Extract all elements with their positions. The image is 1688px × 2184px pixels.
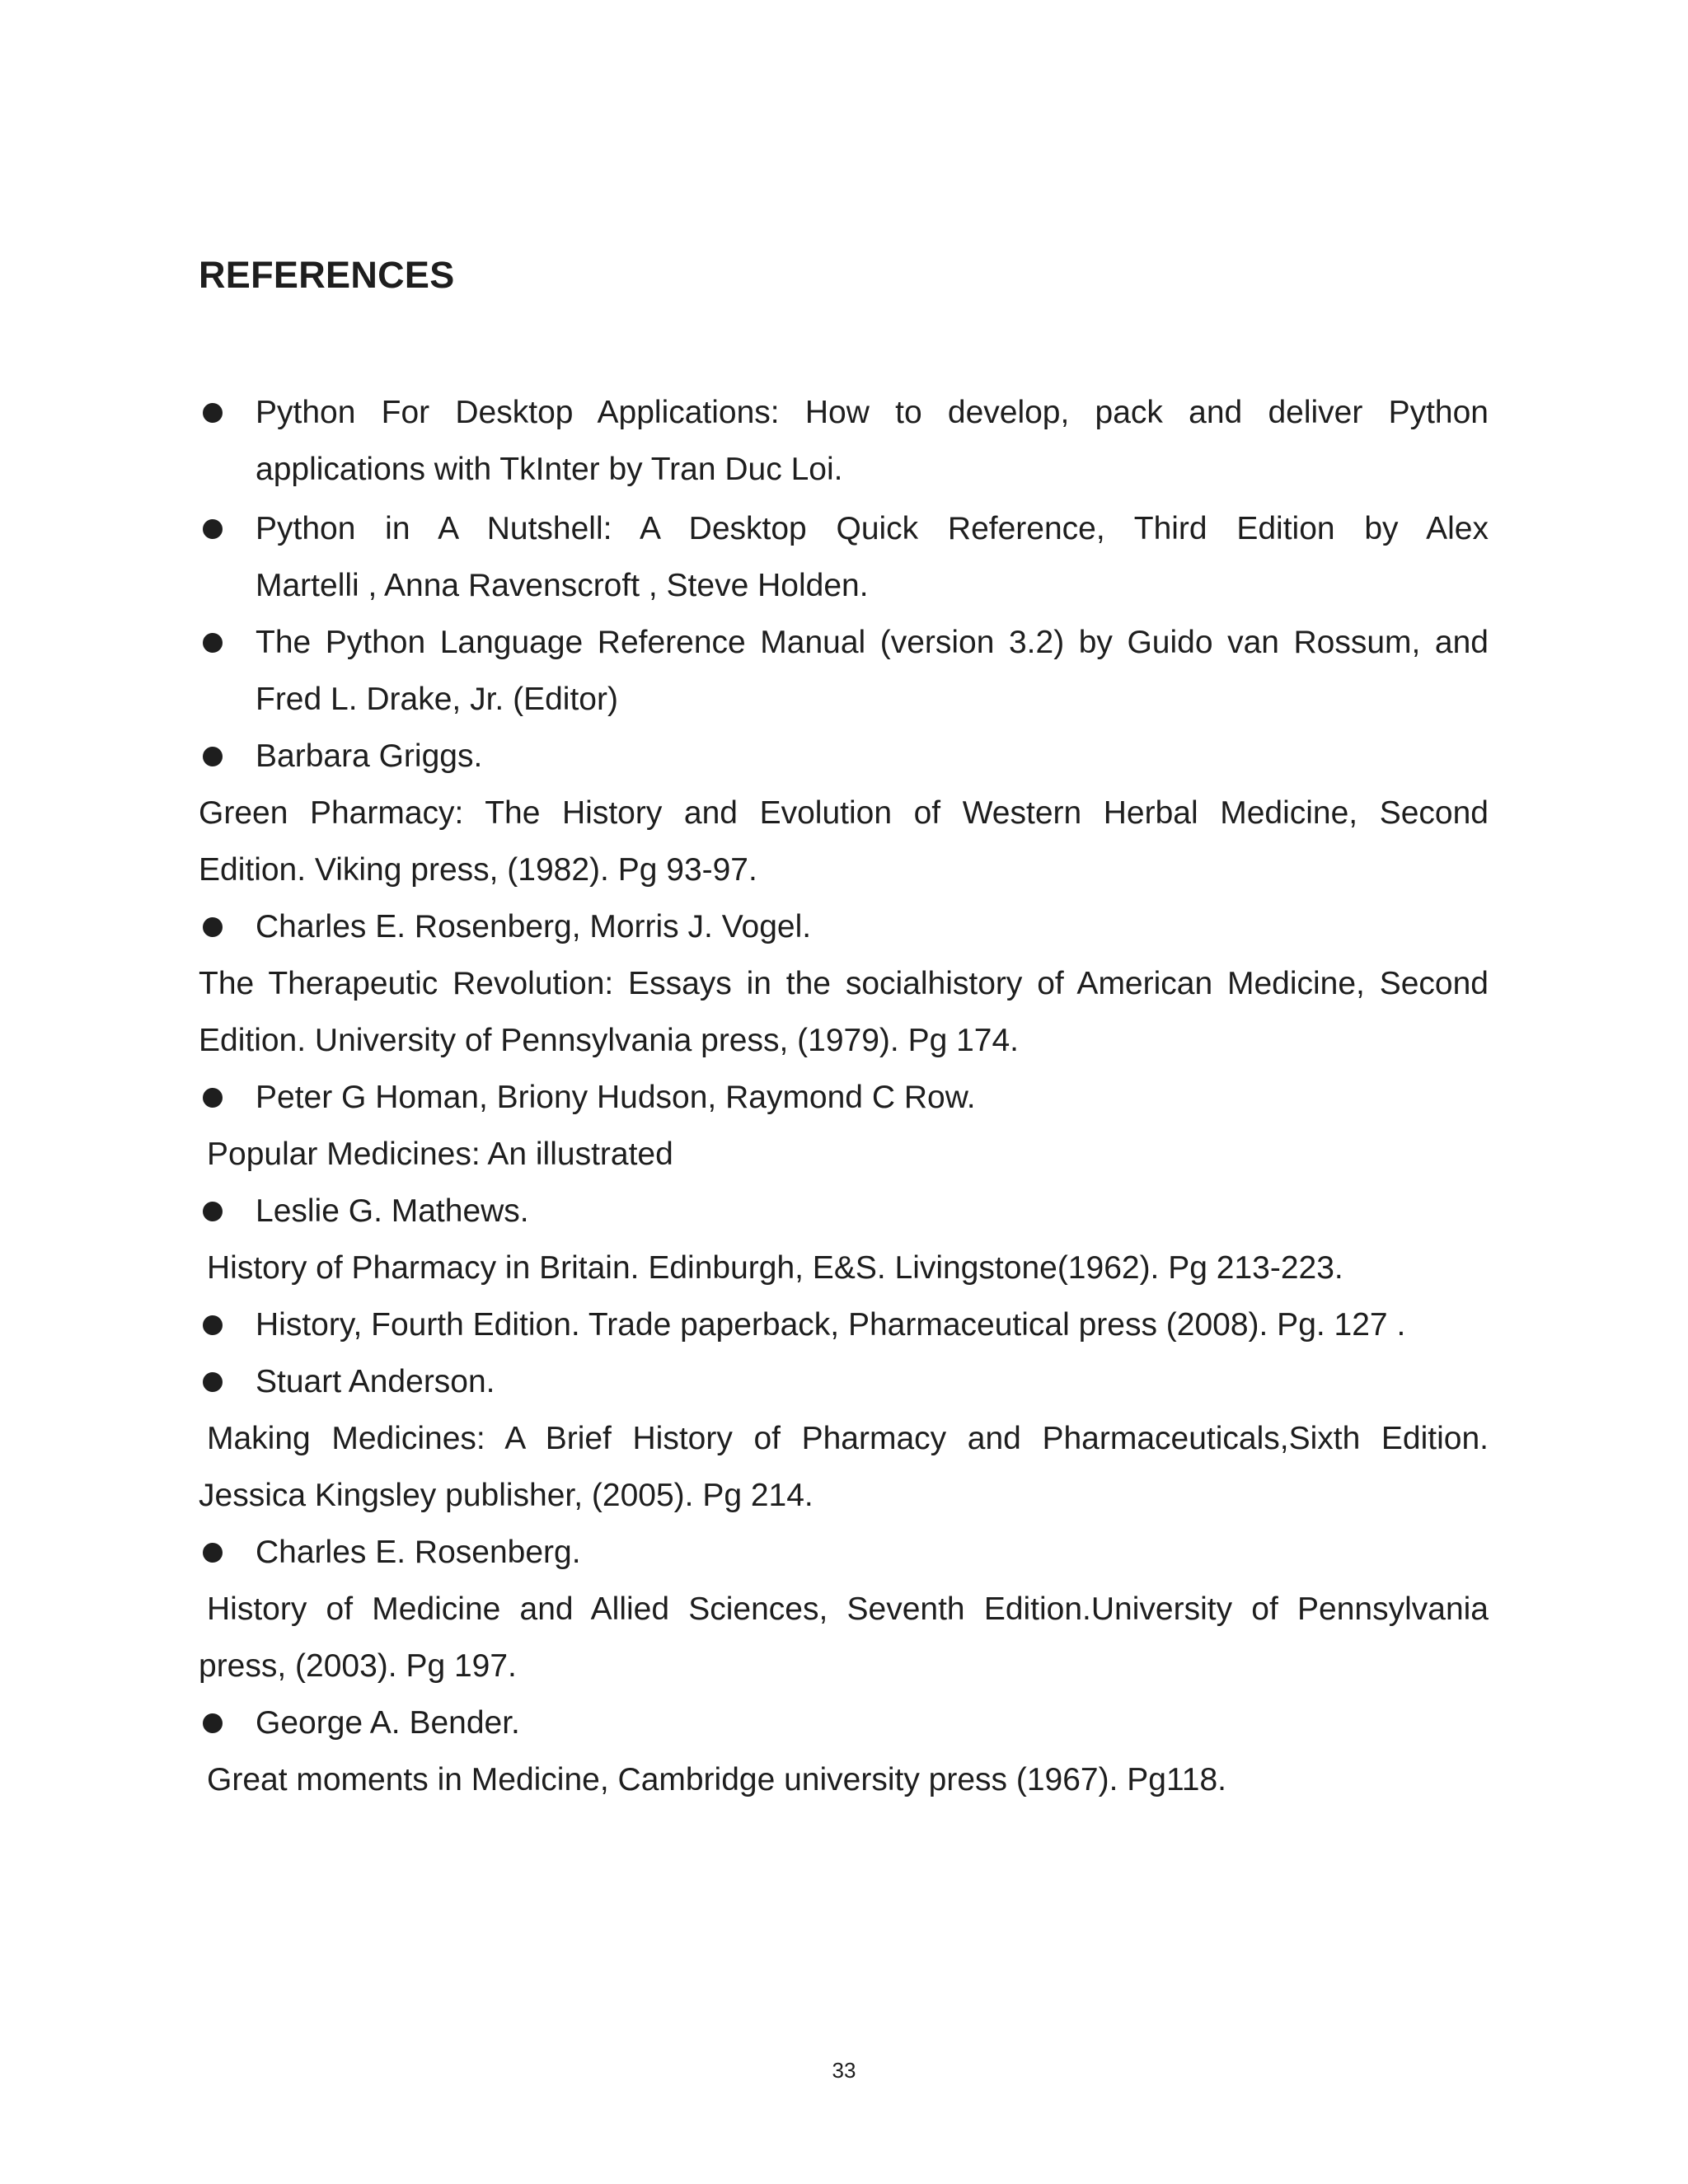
reference-text: The Python Language Reference Manual (version 3.2) by Guido van Rossum, and — [256, 625, 1489, 660]
bullet-icon — [203, 1202, 223, 1221]
reference-text: History, Fourth Edition. Trade paperback, Pharmaceutical press (2008). Pg. 127 . — [256, 1307, 1406, 1343]
reference-text: Barbara Griggs. — [256, 738, 483, 774]
bullet-icon — [203, 1372, 223, 1392]
reference-line — [199, 384, 1489, 441]
reference-text: Python in A Nutshell: A Desktop Quick Reference, Third Edition by Alex — [256, 511, 1489, 546]
reference-text: Popular Medicines: An illustrated — [207, 1137, 673, 1172]
reference-text: Charles E. Rosenberg. — [256, 1535, 581, 1570]
reference-text: Making Medicines: A Brief History of Pharmacy and Pharmaceuticals,Sixth Edition. — [207, 1421, 1489, 1456]
reference-line — [199, 1183, 1489, 1240]
reference-line — [199, 500, 1489, 557]
reference-line — [199, 728, 1489, 785]
reference-text: The Therapeutic Revolution: Essays in the socialhistory of American Medicine, Second — [199, 966, 1489, 1001]
reference-text: Jessica Kingsley publisher, (2005). Pg 214. — [199, 1478, 814, 1513]
bullet-icon — [203, 633, 223, 653]
reference-text: History of Pharmacy in Britain. Edinburgh, E&S. Livingstone(1962). Pg 213-223. — [207, 1250, 1343, 1286]
bullet-icon — [203, 1315, 223, 1335]
reference-line — [199, 671, 1489, 728]
reference-text: applications with TkInter by Tran Duc Loi. — [256, 452, 843, 487]
bullet-icon — [203, 1088, 223, 1108]
reference-text: History of Medicine and Allied Sciences, Seventh Edition.University of Pennsylvania — [207, 1591, 1489, 1627]
reference-text: Martelli , Anna Ravenscroft , Steve Holden. — [256, 568, 869, 603]
bullet-icon — [203, 519, 223, 539]
reference-text: press, (2003). Pg 197. — [199, 1648, 517, 1684]
page-number: 33 — [832, 2058, 856, 2083]
reference-text: Great moments in Medicine, Cambridge university press (1967). Pg118. — [207, 1762, 1226, 1797]
reference-line — [199, 557, 1489, 614]
reference-line — [199, 441, 1489, 498]
reference-text: George A. Bender. — [256, 1705, 520, 1741]
reference-line — [199, 1751, 1489, 1808]
bullet-icon — [203, 1713, 223, 1733]
reference-text: Edition. Viking press, (1982). Pg 93-97. — [199, 852, 757, 888]
bullet-icon — [203, 917, 223, 937]
reference-line — [199, 1524, 1489, 1581]
reference-line — [199, 614, 1489, 671]
reference-line — [199, 1581, 1489, 1638]
reference-line — [199, 898, 1489, 955]
reference-text: Fred L. Drake, Jr. (Editor) — [256, 682, 618, 717]
bullet-icon — [203, 747, 223, 766]
reference-line — [199, 1296, 1489, 1353]
reference-text: Python For Desktop Applications: How to develop, pack and deliver Python — [256, 395, 1489, 430]
reference-line — [199, 1126, 1489, 1183]
reference-line — [199, 1467, 1489, 1524]
reference-text: Stuart Anderson. — [256, 1364, 495, 1399]
reference-line — [199, 1353, 1489, 1410]
bullet-icon — [203, 1543, 223, 1563]
reference-line — [199, 1638, 1489, 1694]
reference-list — [199, 384, 1489, 1808]
reference-line — [199, 1012, 1489, 1069]
reference-line — [199, 1240, 1489, 1296]
reference-line — [199, 1410, 1489, 1467]
reference-text: Charles E. Rosenberg, Morris J. Vogel. — [256, 909, 812, 944]
reference-line — [199, 785, 1489, 841]
reference-text: Leslie G. Mathews. — [256, 1193, 529, 1229]
reference-line — [199, 955, 1489, 1012]
reference-text: Peter G Homan, Briony Hudson, Raymond C Row. — [256, 1080, 976, 1115]
reference-line — [199, 1069, 1489, 1126]
bullet-icon — [203, 403, 223, 423]
reference-line — [199, 1694, 1489, 1751]
reference-text: Edition. University of Pennsylvania press, (1979). Pg 174. — [199, 1023, 1020, 1058]
reference-line — [199, 841, 1489, 898]
references-heading: REFERENCES — [199, 254, 455, 296]
reference-text: Green Pharmacy: The History and Evolution of Western Herbal Medicine, Second — [199, 795, 1489, 831]
